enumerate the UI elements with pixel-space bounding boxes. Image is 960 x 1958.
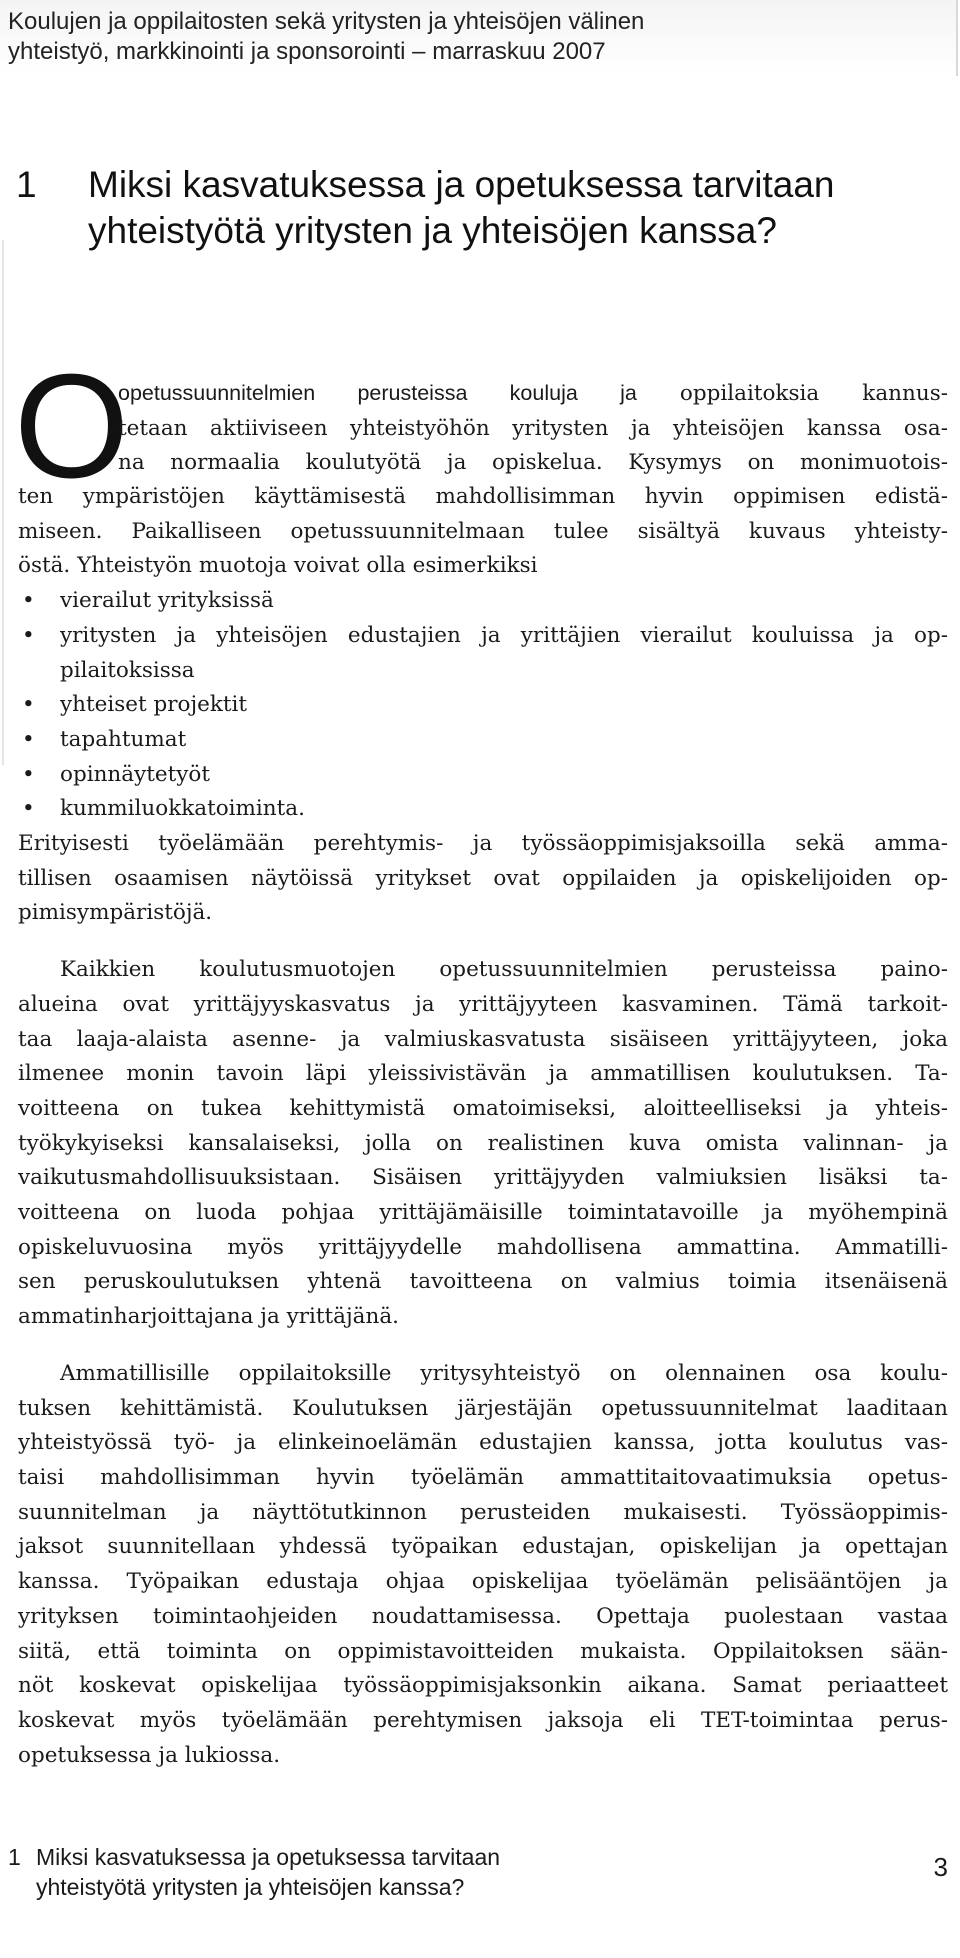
para4-line-10: nöt koskevat opiskelijaa työssäoppimisjaksonkin aikana. Samat periaatteet bbox=[18, 1673, 948, 1699]
list-item-continuation: pilaitoksissa bbox=[60, 657, 195, 683]
intro-sans-run: opetussuunnitelmien perusteissa kouluja ja bbox=[118, 381, 637, 405]
para3-line-1: Kaikkien koulutusmuotojen opetussuunnitelmien perusteissa paino- bbox=[60, 957, 948, 983]
drop-cap: O bbox=[14, 344, 130, 509]
chapter-title-line-1: Miksi kasvatuksessa ja opetuksessa tarvitaan bbox=[88, 164, 835, 205]
para1-line-6: östä. Yhteistyön muotoja voivat olla esimerkiksi bbox=[18, 553, 538, 579]
intro-serif-run: oppilaitoksia kannus- bbox=[636, 381, 948, 406]
para4-line-3: yhteistyössä työ- ja elinkeinoelämän edustajien kanssa, jotta koulutus vas- bbox=[18, 1430, 948, 1456]
para3-line-9: opiskeluvuosina myös yrittäjyydelle mahdollisena ammattina. Ammatilli- bbox=[18, 1234, 948, 1260]
paragraph-intro-full bbox=[18, 480, 948, 1773]
footer-title-line-1: Miksi kasvatuksessa ja opetuksessa tarvitaan bbox=[36, 1844, 501, 1870]
para4-line-12: opetuksessa ja lukiossa. bbox=[18, 1742, 281, 1768]
footer-chapter-number: 1 bbox=[8, 1844, 21, 1870]
para2-line-2: tillisen osaamisen näytöissä yritykset ovat oppilaiden ja opiskelijoiden op- bbox=[18, 865, 948, 891]
para2-line-3: pimisympäristöjä. bbox=[18, 900, 213, 926]
para4-line-6: jaksot suunnitellaan yhdessä työpaikan edustajan, opiskelijan ja opettajan bbox=[18, 1534, 948, 1560]
para2-line-1: Erityisesti työelämään perehtymis- ja työssäoppimisjaksoilla sekä amma- bbox=[18, 831, 948, 857]
para4-line-7: kanssa. Työpaikan edustaja ohjaa opiskelijaa työelämän pelisääntöjen ja bbox=[18, 1569, 948, 1595]
para3-line-10: sen peruskoulutuksen yhtenä tavoitteena on valmius toimia itsenäisenä bbox=[18, 1269, 948, 1295]
para3-line-2: alueina ovat yrittäjyyskasvatus ja yrittäjyyteen kasvaminen. Tämä tarkoit- bbox=[18, 991, 948, 1017]
paragraph-intro-wrapped bbox=[118, 376, 948, 481]
list-item: • kummiluokkatoiminta. bbox=[22, 796, 305, 822]
para1-line-2: tetaan aktiiviseen yhteistyöhön yritysten ja yhteisöjen kanssa osa- bbox=[118, 415, 948, 441]
para3-line-8: voitteena on luoda pohjaa yrittäjämäisille toimintatavoille ja myöhempinä bbox=[18, 1200, 948, 1226]
para3-line-11: ammatinharjoittajana ja yrittäjänä. bbox=[18, 1304, 399, 1330]
para4-line-8: yrityksen toimintaohjeiden noudattamisessa. Opettaja puolestaan vastaa bbox=[18, 1603, 948, 1629]
list-item: • tapahtumat bbox=[22, 726, 187, 752]
para1-line-3: na normaalia koulutyötä ja opiskelua. Kysymys on monimuotois- bbox=[118, 450, 948, 476]
para3-line-7: vaikutusmahdollisuuksistaan. Sisäisen yrittäjyyden valmiuksien lisäksi ta- bbox=[18, 1165, 948, 1191]
page-number: 3 bbox=[933, 1852, 948, 1882]
margin-rule bbox=[2, 240, 4, 765]
para3-line-4: ilmenee monin tavoin läpi yleissivistävän ja ammatillisen koulutuksen. Ta- bbox=[18, 1061, 948, 1087]
para4-line-1: Ammatillisille oppilaitoksille yritysyhteistyö on olennainen osa koulu- bbox=[60, 1360, 948, 1386]
para3-line-3: taa laaja-alaista asenne- ja valmiuskasvatusta sisäiseen yrittäjyyteen, joka bbox=[18, 1026, 948, 1052]
para4-line-5: suunnitelman ja näyttötutkinnon perusteiden mukaisesti. Työssäoppimis- bbox=[18, 1499, 948, 1525]
footer-title-line-2: yhteistyötä yritysten ja yhteisöjen kanssa? bbox=[36, 1874, 465, 1900]
para3-line-6: työkykyiseksi kansalaiseksi, jolla on realistinen kuva omista valinnan- ja bbox=[18, 1130, 948, 1156]
para4-line-4: taisi mahdollisimman hyvin työelämän ammattitaitovaatimuksia opetus- bbox=[18, 1464, 948, 1490]
list-item: • opinnäytetyöt bbox=[22, 761, 210, 787]
para4-line-9: siitä, että toiminta on oppimistavoitteiden mukaista. Oppilaitoksen sään- bbox=[18, 1638, 948, 1664]
header-line-2: yhteistyö, markkinointi ja sponsorointi – marraskuu 2007 bbox=[8, 38, 606, 65]
list-item: • yhteiset projektit bbox=[22, 692, 248, 718]
list-item: • vierailut yrityksissä bbox=[22, 588, 274, 614]
para4-line-2: tuksen kehittämistä. Koulutuksen järjestäjän opetussuunnitelmat laaditaan bbox=[18, 1395, 948, 1421]
para3-line-5: voitteena on tukea kehittymistä omatoimiseksi, aloitteelliseksi ja yhteis- bbox=[18, 1095, 948, 1121]
list-item: • yritysten ja yhteisöjen edustajien ja yrittäjien vierailut kouluissa ja op- bbox=[22, 622, 948, 648]
para1-line-4: ten ympäristöjen käyttämisestä mahdollisimman hyvin oppimisen edistä- bbox=[18, 484, 948, 509]
chapter-number: 1 bbox=[16, 164, 37, 205]
header-line-1: Koulujen ja oppilaitosten sekä yritysten ja yhteisöjen välinen bbox=[8, 8, 645, 35]
para4-line-11: koskevat myös työelämään perehtymisen jaksoja eli TET-toimintaa perus- bbox=[18, 1707, 948, 1733]
chapter-title-line-2: yhteistyötä yritysten ja yhteisöjen kanssa? bbox=[88, 210, 777, 251]
running-header bbox=[0, 0, 958, 76]
para1-line-5: miseen. Paikalliseen opetussuunnitelmaan tulee sisältyä kuvaus yhteisty- bbox=[18, 518, 948, 544]
